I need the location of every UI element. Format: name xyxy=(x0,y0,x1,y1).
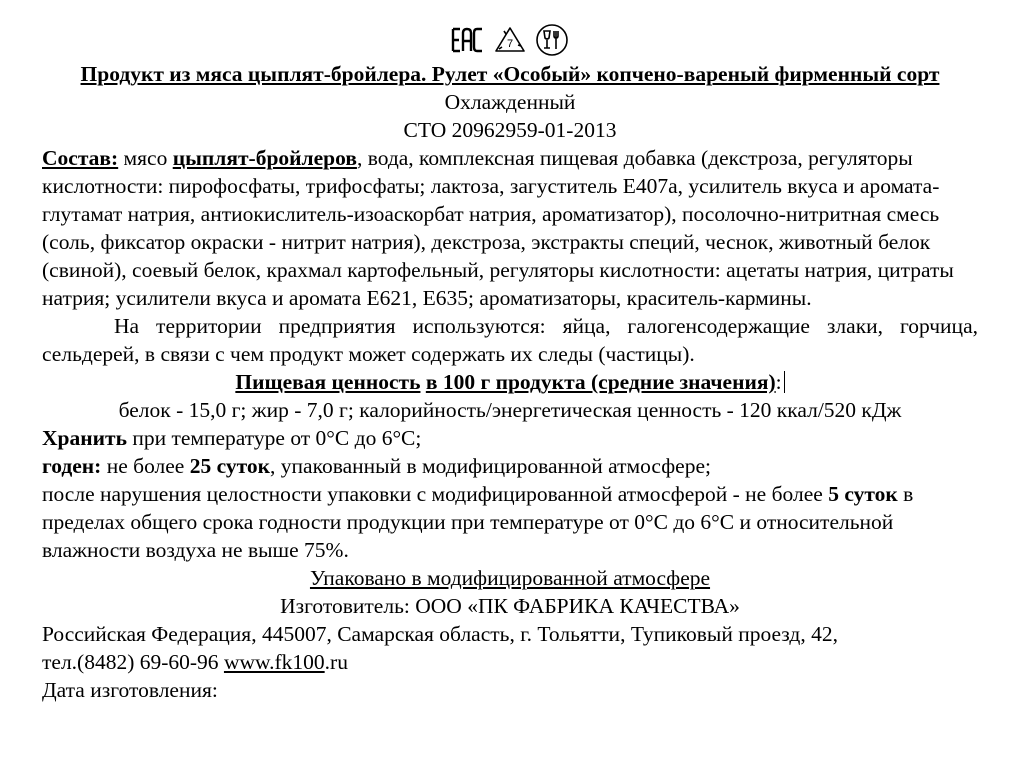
food-safe-glass-fork-icon xyxy=(535,23,569,57)
svg-text:7: 7 xyxy=(506,38,514,50)
composition-lead: мясо xyxy=(118,146,173,170)
shelf-life-text1: не более xyxy=(101,454,190,478)
nutrition-heading xyxy=(42,368,978,396)
recycle-triangle-icon xyxy=(493,25,527,55)
after-opening-days: 5 суток xyxy=(828,482,898,506)
eac-mark-icon xyxy=(451,25,485,55)
shelf-life-text2: , упакованный в модифицированной атмосфере; xyxy=(270,454,711,478)
storage-label: Хранить xyxy=(42,426,127,450)
storage-text: при температуре от 0°С до 6°С; xyxy=(126,426,422,450)
shelf-life-label: годен: xyxy=(42,454,102,478)
nutrition-label-colon: : xyxy=(775,370,782,394)
contact-line xyxy=(42,648,978,676)
address-line: Российская Федерация, 445007, Самарская область, г. Тольятти, Тупиковый проезд, 42, xyxy=(42,622,838,646)
storage-line xyxy=(42,424,978,452)
certification-logos xyxy=(42,20,978,60)
product-subtitle: Охлажденный xyxy=(444,90,576,114)
phone-text: тел.(8482) 69-60-96 xyxy=(42,650,224,674)
composition-highlight: цыплят-бройлеров xyxy=(172,146,357,170)
website-tail: .ru xyxy=(324,650,348,674)
composition-paragraph xyxy=(42,144,978,312)
product-label xyxy=(42,20,978,704)
product-title: Продукт из мяса цыплят-бройлера. Рулет «Особый» копчено-вареный фирменный сорт xyxy=(80,62,940,86)
standard-code: СТО 20962959-01-2013 xyxy=(403,118,617,142)
shelf-life-days: 25 суток xyxy=(189,454,271,478)
composition-text: , вода, комплексная пищевая добавка (декстроза, регуляторы кислотности: пирофосфаты, трифосфаты; лактоза, загуститель Е407а, усилитель вкуса и аромата-глутамат натрия, антиокислитель-изоаскорбат натрия, ароматизатор), посолочно-нитритная смесь (соль, фиксатор окраски - нитрит натрия), декстроза, экстракты специй, чеснок, животный белок (свиной), соевый белок, крахмал картофельный, регуляторы кислотности: ацетаты натрия, цитраты натрия; усилители вкуса и аромата Е621, Е635; ароматизаторы, краситель-кармины. xyxy=(42,146,954,310)
website-link[interactable]: www.fk100 xyxy=(223,650,325,674)
composition-label: Состав: xyxy=(42,146,119,170)
manufacturer-line: Изготовитель: ООО «ПК ФАБРИКА КАЧЕСТВА» xyxy=(280,594,740,618)
after-opening-text1: после нарушения целостности упаковки с модифицированной атмосферой - не более xyxy=(42,482,829,506)
packaging-line xyxy=(42,564,978,592)
manufacture-date-line: Дата изготовления: xyxy=(42,678,218,702)
packaging-text: Упаковано в модифицированной атмосфере xyxy=(309,566,711,590)
nutrition-label-part1: Пищевая ценность xyxy=(235,370,421,394)
nutrition-values: белок - 15,0 г; жир - 7,0 г; калорийность/энергетическая ценность - 120 ккал/520 кДж xyxy=(118,398,902,422)
after-opening-text2: в пределах общего срока годности продукции при температуре от 0°С до 6°С и относительной влажности воздуха не выше 75%. xyxy=(42,482,914,562)
allergens-paragraph: На территории предприятия используются: яйца, галогенсодержащие злаки, горчица, сельдерей, в связи с чем продукт может содержать их следы (частицы). xyxy=(42,314,978,366)
text-cursor xyxy=(784,371,785,393)
after-opening-paragraph xyxy=(42,480,978,564)
nutrition-label-part2: в 100 г продукта (средние значения) xyxy=(425,370,776,394)
shelf-life-line xyxy=(42,452,978,480)
